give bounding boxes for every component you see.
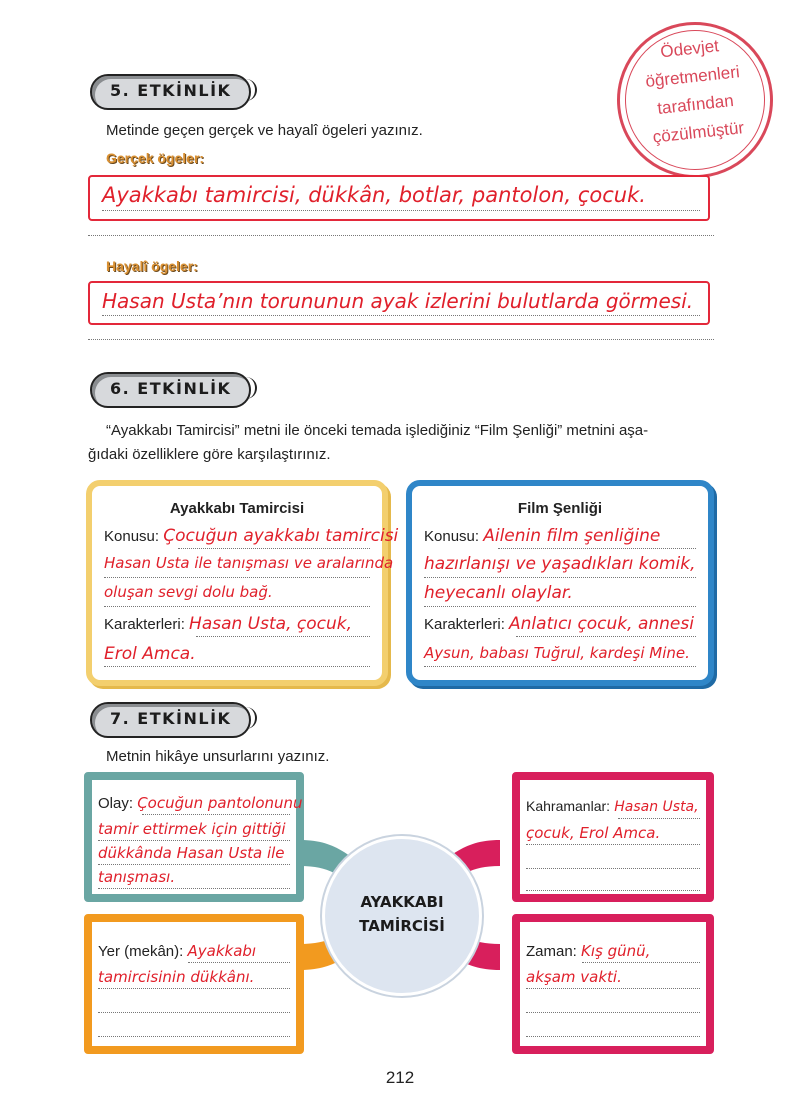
event-box: [84, 772, 304, 902]
card-title: Ayakkabı Tamircisi: [169, 500, 305, 517]
answer-dotted-line: [98, 988, 290, 989]
real-elements-label: Gerçek ögeler:: [106, 150, 205, 166]
imaginary-elements-answer: Hasan Usta’nın torununun ayak izlerini bulutlarda görmesi.: [102, 289, 694, 313]
topic-answer-line-2: Hasan Usta ile tanışması ve aralarında: [104, 554, 394, 572]
place-answer-line-1: Ayakkabı: [187, 942, 257, 960]
characters-answer-line-2: Aysun, babası Tuğrul, kardeşi Mine.: [424, 644, 690, 662]
time-box: [512, 914, 714, 1054]
answer-dotted-line: [526, 844, 700, 845]
heroes-box: [512, 772, 714, 902]
activity-5-badge: 5. ETKİNLİK: [90, 74, 251, 110]
place-answer-line-2: tamircisinin dükkânı.: [98, 968, 255, 986]
event-answer-line-1: Çocuğun pantolonunu: [137, 794, 303, 812]
event-answer-line-3: dükkânda Hasan Usta ile: [98, 844, 285, 862]
answer-dotted-line: [142, 814, 290, 815]
place-label: Yer (mekân):: [98, 943, 184, 960]
event-label: Olay:: [98, 795, 134, 812]
activity-6-instruction-line-1: “Ayakkabı Tamircisi” metni ile önceki temada işlediğiniz “Film Şenliği” metnini aşa-: [106, 422, 649, 439]
center-title-line-2: TAMİRCİSİ: [359, 917, 445, 935]
characters-label: Karakterleri:: [424, 616, 505, 633]
answer-dotted-line: [526, 890, 700, 891]
activity-6-instruction-line-2: ğıdaki özelliklere göre karşılaştırınız.: [88, 446, 331, 463]
answer-dotted-line: [582, 962, 700, 963]
characters-answer-line-2: Erol Amca.: [104, 644, 196, 664]
characters-answer-line-1: Anlatıcı çocuk, annesi: [509, 614, 694, 634]
imaginary-elements-label: Hayalî ögeler:: [106, 258, 198, 274]
page-number: 212: [385, 1068, 415, 1087]
place-box: [84, 914, 304, 1054]
stamp-line-2: öğretmenleri: [644, 62, 741, 92]
event-answer-line-4: tanışması.: [98, 868, 176, 886]
topic-answer-line-3: heyecanlı olaylar.: [424, 583, 573, 603]
characters-label: Karakterleri:: [104, 616, 185, 633]
stamp-line-3: tarafından: [656, 91, 735, 118]
answer-dotted-line: [98, 1036, 290, 1037]
time-answer-line-1: Kış günü,: [581, 942, 651, 960]
answer-dotted-line: [526, 868, 700, 869]
activity-5-instruction: Metinde geçen gerçek ve hayalî ögeleri yazınız.: [106, 122, 423, 139]
answer-dotted-line: [98, 1012, 290, 1013]
stamp-line-1: Ödevjet: [659, 36, 720, 62]
answer-dotted-line: [526, 1012, 700, 1013]
answer-dotted-line: [98, 840, 290, 841]
answer-dotted-line: [188, 962, 290, 963]
stamp-line-4: çözülmüştür: [651, 118, 745, 147]
topic-label: Konusu:: [424, 528, 480, 545]
topic-answer-line-3: oluşan sevgi dolu bağ.: [104, 583, 273, 601]
activity-7-badge: 7. ETKİNLİK: [90, 702, 251, 738]
heroes-answer-line-2: çocuk, Erol Amca.: [526, 824, 661, 842]
center-title-line-1: AYAKKABI: [360, 893, 444, 911]
answer-dotted-line: [618, 818, 700, 819]
real-elements-answer: Ayakkabı tamircisi, dükkân, botlar, pantolon, çocuk.: [102, 183, 646, 207]
heroes-answer-line-1: Hasan Usta,: [614, 799, 699, 815]
time-label: Zaman:: [526, 943, 577, 960]
characters-answer-line-1: Hasan Usta, çocuk,: [189, 614, 352, 634]
story-center-circle: [322, 836, 482, 996]
topic-answer-line-1: Çocuğun ayakkabı tamircisi: [163, 526, 399, 546]
answer-dotted-line: [98, 888, 290, 889]
topic-answer-line-1: Ailenin film şenliğine: [483, 526, 661, 546]
time-answer-line-2: akşam vakti.: [526, 968, 622, 986]
answer-dotted-line: [526, 1036, 700, 1037]
event-answer-line-2: tamir ettirmek için gittiği: [98, 820, 286, 838]
answer-dotted-line: [526, 988, 700, 989]
topic-answer-line-2: hazırlanışı ve yaşadıkları komik,: [424, 554, 696, 574]
activity-7-instruction: Metnin hikâye unsurlarını yazınız.: [106, 748, 330, 765]
activity-6-badge: 6. ETKİNLİK: [90, 372, 251, 408]
heroes-label: Kahramanlar:: [526, 798, 611, 814]
answer-dotted-line: [98, 864, 290, 865]
topic-label: Konusu:: [104, 528, 160, 545]
card-title: Film Şenliği: [517, 500, 603, 517]
